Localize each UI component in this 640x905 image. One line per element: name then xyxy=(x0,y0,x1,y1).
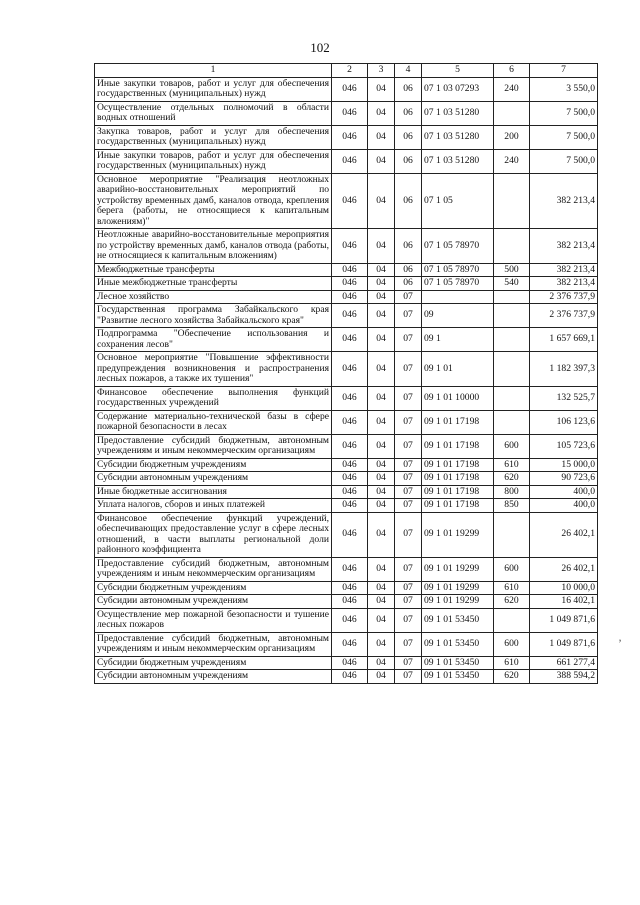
table-row xyxy=(95,304,598,328)
row-subsection: 07 xyxy=(395,328,422,352)
row-subsection: 06 xyxy=(395,263,422,277)
row-expense-type: 610 xyxy=(494,458,530,472)
row-admin-code: 046 xyxy=(332,485,368,499)
row-expense-type xyxy=(494,304,530,328)
row-admin-code: 046 xyxy=(332,458,368,472)
header-col-4: 4 xyxy=(395,64,422,78)
row-target-code: 09 1 01 53450 xyxy=(422,656,494,670)
row-amount: 1 182 397,3 xyxy=(530,352,598,387)
header-col-7: 7 xyxy=(530,64,598,78)
row-amount: 132 525,7 xyxy=(530,386,598,410)
table-row xyxy=(95,352,598,387)
row-expense-type: 240 xyxy=(494,77,530,101)
row-name: Субсидии автономным учреждениям xyxy=(95,595,332,609)
row-amount: 7 500,0 xyxy=(530,149,598,173)
row-target-code: 09 1 01 17198 xyxy=(422,499,494,513)
row-subsection: 06 xyxy=(395,125,422,149)
page-number: 102 xyxy=(310,40,330,55)
budget-table xyxy=(94,63,598,684)
row-section: 04 xyxy=(368,328,395,352)
row-section: 04 xyxy=(368,173,395,229)
row-name: Осуществление мер пожарной безопасности и тушение лесных пожаров xyxy=(95,608,332,632)
row-amount: 10 000,0 xyxy=(530,581,598,595)
row-name: Основное мероприятие "Повышение эффективности предупреждения возникновения и распространения лесных пожаров, а также их тушения" xyxy=(95,352,332,387)
row-subsection: 06 xyxy=(395,229,422,264)
row-admin-code: 046 xyxy=(332,410,368,434)
row-subsection: 07 xyxy=(395,656,422,670)
row-section: 04 xyxy=(368,595,395,609)
row-section: 04 xyxy=(368,77,395,101)
row-section: 04 xyxy=(368,608,395,632)
table-row xyxy=(95,328,598,352)
row-target-code: 09 1 01 19299 xyxy=(422,595,494,609)
row-amount: 1 049 871,6 xyxy=(530,632,598,656)
row-target-code: 09 1 01 17198 xyxy=(422,472,494,486)
row-expense-type xyxy=(494,410,530,434)
row-target-code: 09 1 01 xyxy=(422,352,494,387)
row-expense-type: 800 xyxy=(494,485,530,499)
header-col-2: 2 xyxy=(332,64,368,78)
row-name: Субсидии бюджетным учреждениям xyxy=(95,581,332,595)
row-amount: 106 123,6 xyxy=(530,410,598,434)
row-admin-code: 046 xyxy=(332,101,368,125)
row-target-code: 09 1 01 53450 xyxy=(422,608,494,632)
row-section: 04 xyxy=(368,352,395,387)
row-admin-code: 046 xyxy=(332,656,368,670)
row-subsection: 07 xyxy=(395,485,422,499)
row-section: 04 xyxy=(368,581,395,595)
row-target-code: 07 1 03 51280 xyxy=(422,101,494,125)
row-amount: 382 213,4 xyxy=(530,263,598,277)
table-row xyxy=(95,581,598,595)
row-section: 04 xyxy=(368,512,395,557)
row-name: Подпрограмма "Обеспечение использования и сохранения лесов" xyxy=(95,328,332,352)
row-subsection: 07 xyxy=(395,670,422,684)
row-target-code: 09 1 01 53450 xyxy=(422,632,494,656)
row-expense-type: 620 xyxy=(494,670,530,684)
table-row xyxy=(95,656,598,670)
table-row xyxy=(95,499,598,513)
row-expense-type xyxy=(494,101,530,125)
row-amount: 1 049 871,6 xyxy=(530,608,598,632)
row-section: 04 xyxy=(368,670,395,684)
row-subsection: 07 xyxy=(395,472,422,486)
header-col-3: 3 xyxy=(368,64,395,78)
row-expense-type xyxy=(494,512,530,557)
row-section: 04 xyxy=(368,485,395,499)
header-col-5: 5 xyxy=(422,64,494,78)
row-target-code: 09 1 01 17198 xyxy=(422,458,494,472)
row-section: 04 xyxy=(368,458,395,472)
row-section: 04 xyxy=(368,472,395,486)
row-subsection: 07 xyxy=(395,352,422,387)
row-admin-code: 046 xyxy=(332,149,368,173)
row-amount: 26 402,1 xyxy=(530,557,598,581)
row-section: 04 xyxy=(368,101,395,125)
row-amount: 388 594,2 xyxy=(530,670,598,684)
row-target-code: 09 1 01 10000 xyxy=(422,386,494,410)
row-section: 04 xyxy=(368,410,395,434)
row-target-code: 09 1 01 53450 xyxy=(422,670,494,684)
row-expense-type xyxy=(494,290,530,304)
row-expense-type: 610 xyxy=(494,656,530,670)
table-row xyxy=(95,386,598,410)
row-admin-code: 046 xyxy=(332,632,368,656)
row-amount: 90 723,6 xyxy=(530,472,598,486)
table-header-row xyxy=(95,64,598,78)
table-row xyxy=(95,290,598,304)
row-target-code: 07 1 05 78970 xyxy=(422,263,494,277)
row-amount: 26 402,1 xyxy=(530,512,598,557)
scan-mark-right: ’ xyxy=(618,636,622,650)
row-expense-type: 500 xyxy=(494,263,530,277)
row-target-code: 09 1 01 17198 xyxy=(422,485,494,499)
row-name: Содержание материально-технической базы в сфере пожарной безопасности в лесах xyxy=(95,410,332,434)
row-admin-code: 046 xyxy=(332,263,368,277)
row-name: Финансовое обеспечение выполнения функций государственных учреждений xyxy=(95,386,332,410)
row-subsection: 06 xyxy=(395,77,422,101)
row-admin-code: 046 xyxy=(332,670,368,684)
row-subsection: 07 xyxy=(395,304,422,328)
row-admin-code: 046 xyxy=(332,472,368,486)
row-name: Субсидии автономным учреждениям xyxy=(95,670,332,684)
row-section: 04 xyxy=(368,499,395,513)
row-expense-type xyxy=(494,608,530,632)
row-admin-code: 046 xyxy=(332,595,368,609)
table-row xyxy=(95,595,598,609)
row-subsection: 07 xyxy=(395,499,422,513)
row-subsection: 07 xyxy=(395,608,422,632)
row-expense-type xyxy=(494,328,530,352)
table-row xyxy=(95,608,598,632)
table-row xyxy=(95,101,598,125)
row-admin-code: 046 xyxy=(332,229,368,264)
row-admin-code: 046 xyxy=(332,608,368,632)
row-target-code: 07 1 05 78970 xyxy=(422,229,494,264)
row-subsection: 06 xyxy=(395,149,422,173)
row-section: 04 xyxy=(368,557,395,581)
row-amount: 16 402,1 xyxy=(530,595,598,609)
row-target-code: 07 1 03 51280 xyxy=(422,125,494,149)
table-row xyxy=(95,632,598,656)
row-name: Иные закупки товаров, работ и услуг для обеспечения государственных (муниципальных) нужд xyxy=(95,149,332,173)
row-name: Основное мероприятие "Реализация неотложных аварийно-восстановительных мероприятий по устройству временных дамб, каналов отвода, крепления берега (работы, не относящиеся к капитальным вложениям)" xyxy=(95,173,332,229)
row-admin-code: 046 xyxy=(332,434,368,458)
row-amount: 3 550,0 xyxy=(530,77,598,101)
row-section: 04 xyxy=(368,125,395,149)
table-row xyxy=(95,263,598,277)
row-amount: 2 376 737,9 xyxy=(530,304,598,328)
row-amount: 400,0 xyxy=(530,499,598,513)
row-subsection: 07 xyxy=(395,434,422,458)
row-section: 04 xyxy=(368,632,395,656)
header-col-6: 6 xyxy=(494,64,530,78)
row-expense-type: 850 xyxy=(494,499,530,513)
row-amount: 382 213,4 xyxy=(530,277,598,291)
row-target-code: 09 1 01 17198 xyxy=(422,410,494,434)
row-admin-code: 046 xyxy=(332,77,368,101)
row-expense-type: 620 xyxy=(494,595,530,609)
row-target-code: 07 1 03 07293 xyxy=(422,77,494,101)
row-admin-code: 046 xyxy=(332,304,368,328)
table-row xyxy=(95,77,598,101)
row-name: Лесное хозяйство xyxy=(95,290,332,304)
row-target-code: 09 1 01 19299 xyxy=(422,581,494,595)
row-admin-code: 046 xyxy=(332,328,368,352)
row-name: Неотложные аварийно-восстановительные мероприятия по устройству временных дамб, каналов отвода (работы, не относящиеся к капитальным вложениям) xyxy=(95,229,332,264)
row-subsection: 07 xyxy=(395,386,422,410)
row-section: 04 xyxy=(368,263,395,277)
row-amount: 15 000,0 xyxy=(530,458,598,472)
table-row xyxy=(95,410,598,434)
row-name: Субсидии бюджетным учреждениям xyxy=(95,458,332,472)
row-expense-type: 600 xyxy=(494,632,530,656)
row-target-code: 07 1 05 xyxy=(422,173,494,229)
table-row xyxy=(95,229,598,264)
row-expense-type: 610 xyxy=(494,581,530,595)
row-expense-type xyxy=(494,173,530,229)
row-admin-code: 046 xyxy=(332,512,368,557)
row-name: Уплата налогов, сборов и иных платежей xyxy=(95,499,332,513)
table-row xyxy=(95,472,598,486)
table-row xyxy=(95,485,598,499)
row-target-code: 09 1 01 19299 xyxy=(422,557,494,581)
row-expense-type xyxy=(494,386,530,410)
row-expense-type: 600 xyxy=(494,434,530,458)
table-row xyxy=(95,149,598,173)
row-admin-code: 046 xyxy=(332,352,368,387)
row-subsection: 07 xyxy=(395,581,422,595)
table-row xyxy=(95,277,598,291)
row-target-code: 09 1 01 17198 xyxy=(422,434,494,458)
table-body xyxy=(95,77,598,683)
row-expense-type: 600 xyxy=(494,557,530,581)
row-amount: 7 500,0 xyxy=(530,101,598,125)
row-subsection: 07 xyxy=(395,290,422,304)
row-amount: 382 213,4 xyxy=(530,229,598,264)
row-section: 04 xyxy=(368,304,395,328)
row-admin-code: 046 xyxy=(332,386,368,410)
row-section: 04 xyxy=(368,434,395,458)
table-row xyxy=(95,557,598,581)
row-name: Иные межбюджетные трансферты xyxy=(95,277,332,291)
table-row xyxy=(95,125,598,149)
row-admin-code: 046 xyxy=(332,557,368,581)
row-target-code: 07 1 05 78970 xyxy=(422,277,494,291)
row-expense-type xyxy=(494,229,530,264)
row-name: Государственная программа Забайкальского края "Развитие лесного хозяйства Забайкальского края" xyxy=(95,304,332,328)
row-expense-type: 240 xyxy=(494,149,530,173)
row-name: Иные закупки товаров, работ и услуг для обеспечения государственных (муниципальных) нужд xyxy=(95,77,332,101)
row-name: Межбюджетные трансферты xyxy=(95,263,332,277)
row-subsection: 07 xyxy=(395,512,422,557)
row-expense-type xyxy=(494,352,530,387)
row-name: Осуществление отдельных полномочий в области водных отношений xyxy=(95,101,332,125)
table-row xyxy=(95,458,598,472)
row-expense-type: 620 xyxy=(494,472,530,486)
row-admin-code: 046 xyxy=(332,290,368,304)
row-target-code: 09 1 01 19299 xyxy=(422,512,494,557)
row-admin-code: 046 xyxy=(332,173,368,229)
header-col-1: 1 xyxy=(95,64,332,78)
table-row xyxy=(95,173,598,229)
table-row xyxy=(95,670,598,684)
row-subsection: 07 xyxy=(395,410,422,434)
row-amount: 105 723,6 xyxy=(530,434,598,458)
row-admin-code: 046 xyxy=(332,499,368,513)
row-subsection: 06 xyxy=(395,277,422,291)
row-name: Финансовое обеспечение функций учреждений, обеспечивающих предоставление услуг в сфере лесных отношений, в части выплаты региональной доли районного коэффициента xyxy=(95,512,332,557)
row-name: Предоставление субсидий бюджетным, автономным учреждениям и иным некоммерческим организациям xyxy=(95,434,332,458)
row-name: Субсидии бюджетным учреждениям xyxy=(95,656,332,670)
row-admin-code: 046 xyxy=(332,277,368,291)
row-section: 04 xyxy=(368,149,395,173)
row-name: Закупка товаров, работ и услуг для обеспечения государственных (муниципальных) нужд xyxy=(95,125,332,149)
row-target-code: 07 1 03 51280 xyxy=(422,149,494,173)
row-expense-type: 200 xyxy=(494,125,530,149)
row-admin-code: 046 xyxy=(332,581,368,595)
table-row xyxy=(95,512,598,557)
row-subsection: 06 xyxy=(395,173,422,229)
row-name: Субсидии автономным учреждениям xyxy=(95,472,332,486)
row-amount: 7 500,0 xyxy=(530,125,598,149)
row-subsection: 07 xyxy=(395,595,422,609)
row-section: 04 xyxy=(368,229,395,264)
row-section: 04 xyxy=(368,277,395,291)
row-subsection: 07 xyxy=(395,458,422,472)
row-name: Предоставление субсидий бюджетным, автономным учреждениям и иным некоммерческим организациям xyxy=(95,557,332,581)
row-target-code: 09 1 xyxy=(422,328,494,352)
table-row xyxy=(95,434,598,458)
row-amount: 400,0 xyxy=(530,485,598,499)
row-name: Иные бюджетные ассигнования xyxy=(95,485,332,499)
row-section: 04 xyxy=(368,656,395,670)
row-name: Предоставление субсидий бюджетным, автономным учреждениям и иным некоммерческим организациям xyxy=(95,632,332,656)
row-expense-type: 540 xyxy=(494,277,530,291)
row-target-code xyxy=(422,290,494,304)
row-section: 04 xyxy=(368,386,395,410)
row-target-code: 09 xyxy=(422,304,494,328)
row-amount: 1 657 669,1 xyxy=(530,328,598,352)
row-amount: 2 376 737,9 xyxy=(530,290,598,304)
row-amount: 661 277,4 xyxy=(530,656,598,670)
row-subsection: 07 xyxy=(395,557,422,581)
row-subsection: 06 xyxy=(395,101,422,125)
row-subsection: 07 xyxy=(395,632,422,656)
row-amount: 382 213,4 xyxy=(530,173,598,229)
row-admin-code: 046 xyxy=(332,125,368,149)
row-section: 04 xyxy=(368,290,395,304)
